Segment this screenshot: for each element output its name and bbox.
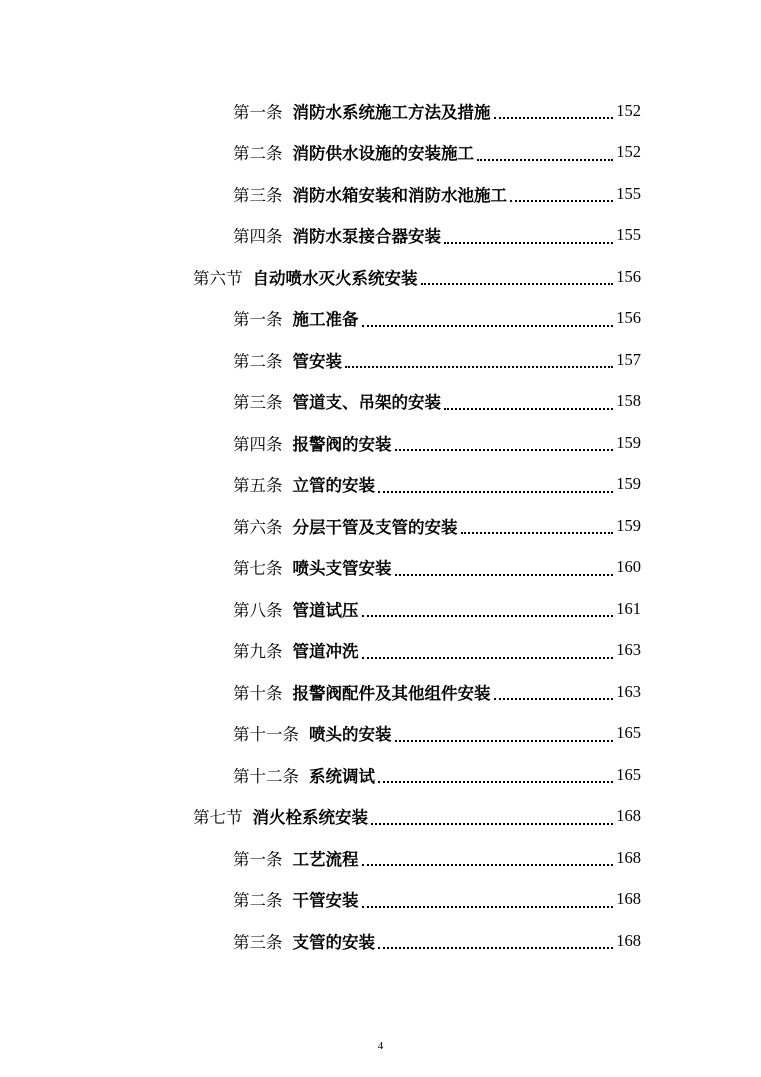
toc-dot-leader <box>345 365 613 368</box>
toc-entry <box>0 713 761 755</box>
toc-entry-label: 第一条 <box>233 310 283 330</box>
toc-entry-page: 165 <box>616 723 641 743</box>
toc-entry-label: 第十二条 <box>233 766 299 786</box>
toc-entry <box>0 381 761 423</box>
toc-entry-title: 报警阀配件及其他组件安装 <box>292 683 491 703</box>
toc-dot-leader <box>362 656 614 659</box>
toc-entry-label: 第三条 <box>233 393 283 413</box>
toc-entry-label: 第八条 <box>233 600 283 620</box>
table-of-contents <box>0 90 761 962</box>
toc-dot-leader <box>378 490 613 493</box>
toc-entry-label: 第二条 <box>233 351 283 371</box>
toc-entry-label: 第六节 <box>193 268 243 288</box>
toc-entry-label: 第四条 <box>233 227 283 247</box>
toc-entry-title: 施工准备 <box>292 310 359 330</box>
toc-dot-leader <box>444 241 613 244</box>
toc-dot-leader <box>477 158 613 161</box>
toc-dot-leader <box>395 448 614 451</box>
toc-entry-title: 干管安装 <box>292 891 359 911</box>
toc-entry-label: 第十一条 <box>233 725 299 745</box>
toc-entry-page: 163 <box>616 640 641 660</box>
toc-entry-page: 159 <box>616 432 641 452</box>
toc-entry-label: 第三条 <box>233 932 283 952</box>
toc-dot-leader <box>371 822 613 825</box>
toc-entry-label: 第二条 <box>233 144 283 164</box>
toc-entry-label: 第五条 <box>233 476 283 496</box>
toc-entry-label: 第一条 <box>233 102 283 122</box>
toc-dot-leader <box>494 116 614 119</box>
toc-entry-title: 报警阀的安装 <box>292 434 392 454</box>
toc-entry-page: 168 <box>616 889 641 909</box>
toc-entry-label: 第七条 <box>233 559 283 579</box>
toc-entry <box>0 671 761 713</box>
toc-entry-title: 消防水箱安装和消防水池施工 <box>292 185 507 205</box>
toc-dot-leader <box>362 863 614 866</box>
toc-entry-label: 第二条 <box>233 891 283 911</box>
toc-entry-title: 管道冲洗 <box>292 642 359 662</box>
toc-entry-title: 自动喷水灭火系统安装 <box>252 268 418 288</box>
toc-entry <box>0 796 761 838</box>
toc-entry <box>0 339 761 381</box>
toc-entry <box>0 879 761 921</box>
toc-dot-leader <box>510 199 613 202</box>
toc-entry-label: 第一条 <box>233 849 283 869</box>
toc-entry-title: 喷头支管安装 <box>292 559 392 579</box>
toc-dot-leader <box>362 324 614 327</box>
toc-entry <box>0 256 761 298</box>
toc-entry-page: 156 <box>616 266 641 286</box>
toc-dot-leader <box>421 282 614 285</box>
page-number: 4 <box>377 1040 384 1052</box>
toc-entry <box>0 132 761 174</box>
toc-entry-title: 消防供水设施的安装施工 <box>292 144 474 164</box>
toc-entry-title: 消防水系统施工方法及措施 <box>292 102 491 122</box>
toc-entry-page: 159 <box>616 515 641 535</box>
toc-entry <box>0 505 761 547</box>
toc-entry-page: 161 <box>616 598 641 618</box>
toc-entry <box>0 837 761 879</box>
toc-entry-page: 158 <box>616 391 641 411</box>
toc-dot-leader <box>362 614 614 617</box>
toc-dot-leader <box>362 905 614 908</box>
toc-entry <box>0 173 761 215</box>
toc-entry <box>0 588 761 630</box>
toc-entry-label: 第九条 <box>233 642 283 662</box>
toc-entry <box>0 90 761 132</box>
toc-dot-leader <box>395 573 614 576</box>
toc-entry-page: 168 <box>616 930 641 950</box>
toc-entry-page: 155 <box>616 225 641 245</box>
toc-entry-title: 工艺流程 <box>292 849 359 869</box>
toc-dot-leader <box>395 739 614 742</box>
toc-dot-leader <box>444 407 613 410</box>
toc-entry-title: 系统调试 <box>309 766 375 786</box>
toc-entry <box>0 464 761 506</box>
toc-entry-title: 管道支、吊架的安装 <box>292 393 441 413</box>
toc-entry-page: 163 <box>616 681 641 701</box>
toc-entry-title: 支管的安装 <box>292 932 375 952</box>
toc-entry-title: 管道试压 <box>292 600 359 620</box>
toc-entry-page: 157 <box>616 349 641 369</box>
toc-entry-page: 168 <box>616 806 641 826</box>
toc-entry <box>0 754 761 796</box>
toc-entry-page: 152 <box>616 142 641 162</box>
toc-dot-leader <box>494 697 614 700</box>
toc-entry-page: 165 <box>616 764 641 784</box>
toc-entry-page: 168 <box>616 847 641 867</box>
toc-entry-title: 立管的安装 <box>292 476 375 496</box>
toc-entry-page: 160 <box>616 557 641 577</box>
toc-entry <box>0 920 761 962</box>
toc-entry <box>0 422 761 464</box>
toc-entry-label: 第十条 <box>233 683 283 703</box>
toc-entry-page: 152 <box>616 100 641 120</box>
toc-entry-label: 第四条 <box>233 434 283 454</box>
toc-entry-title: 喷头的安装 <box>309 725 392 745</box>
toc-entry-title: 分层干管及支管的安装 <box>292 517 458 537</box>
toc-entry-title: 管安装 <box>292 351 342 371</box>
toc-dot-leader <box>378 946 613 949</box>
toc-entry-label: 第三条 <box>233 185 283 205</box>
toc-entry-label: 第六条 <box>233 517 283 537</box>
toc-dot-leader <box>378 780 613 783</box>
toc-entry-page: 159 <box>616 474 641 494</box>
toc-entry-page: 156 <box>616 308 641 328</box>
toc-entry-title: 消防水泵接合器安装 <box>292 227 441 247</box>
toc-entry-label: 第七节 <box>193 808 243 828</box>
toc-dot-leader <box>461 531 614 534</box>
toc-entry-title: 消火栓系统安装 <box>252 808 368 828</box>
toc-entry <box>0 547 761 589</box>
toc-entry <box>0 215 761 257</box>
toc-entry <box>0 298 761 340</box>
toc-entry-page: 155 <box>616 183 641 203</box>
toc-entry <box>0 630 761 672</box>
